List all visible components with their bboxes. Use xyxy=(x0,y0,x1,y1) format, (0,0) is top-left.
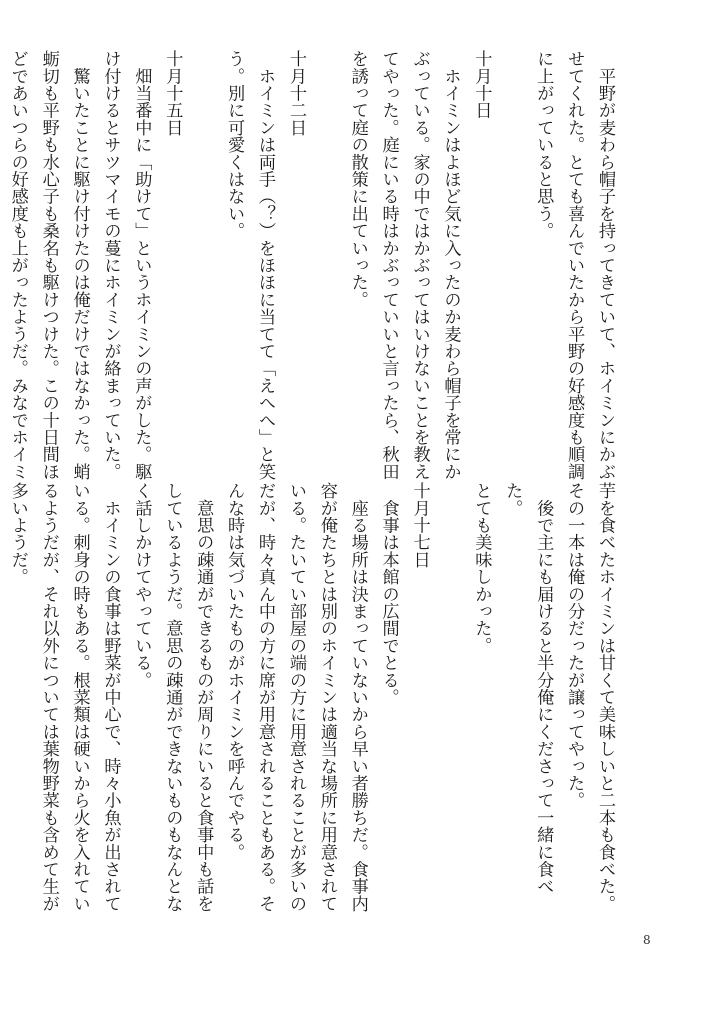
text-line: 多いようだ。 xyxy=(7,482,28,586)
date-heading: 十月十二日 xyxy=(285,50,306,136)
text-line: ホイミンの食事は野菜が中心で、時々小魚が出されて xyxy=(100,482,121,912)
text-line: 平野が麦わら帽子を持ってきていて、ホイミンにかぶ xyxy=(595,50,615,480)
text-line: その一本は俺の分だったが譲ってやった。 xyxy=(564,482,585,809)
text-line: るようだが、それ以外については葉物野菜も含めて生が xyxy=(38,482,59,912)
text-line: 畑当番中に「助けて」というホイミンの声がした。駆 xyxy=(131,50,152,480)
text-line: どであいつらの好感度も上がったようだ。みなでホイミ xyxy=(7,50,28,480)
blank-line xyxy=(435,482,466,922)
text-line: 驚いたことに駆け付けたのは俺だけではなかった。蛸 xyxy=(69,50,90,480)
text-line: 蛎切も平野も水心子も桑名も駆けつけた。この十日間ほ xyxy=(38,50,59,480)
page-number: 8 xyxy=(643,933,651,947)
text-line: を誘って庭の散策に出ていった。 xyxy=(347,50,368,308)
text-line: せてくれた。とても喜んでいたから平野の好感度も順調 xyxy=(564,50,585,480)
text-line: 容が俺たちとは別のホイミンは適当な場所に用意されて xyxy=(316,482,337,912)
text-line: 食事は本館の広間でとる。 xyxy=(378,482,399,706)
diary-text-upper xyxy=(7,50,620,480)
text-line: だが、時々真ん中の方に席が用意されることもある。そ xyxy=(255,482,276,912)
blank-line xyxy=(496,50,527,480)
text-line: ぶっている。家の中ではかぶってはいけないことを教え xyxy=(409,50,430,480)
text-line: う。別に可愛くはない。 xyxy=(224,50,245,240)
text-line: 後で主にも届けると半分俺にくださって一緒に食べた。 xyxy=(502,482,554,895)
text-line: け付けるとサツマイモの蔓にホイミンが絡まっていた。 xyxy=(100,50,121,480)
blank-line xyxy=(187,50,218,480)
diary-text-lower xyxy=(7,482,620,922)
text-line: いる。たいてい部屋の端の方に用意されることが多いの xyxy=(285,482,306,912)
date-heading: 十月十七日 xyxy=(409,482,430,568)
text-line: いる。刺身の時もある。根菜類は硬いから火を入れてい xyxy=(69,482,90,912)
text-line: ホイミンは両手（？）をほほに当てて「えへへ」と笑 xyxy=(255,50,276,480)
text-line: 意思の疎通ができるものが周りにいると食事中も話を xyxy=(193,482,214,912)
text-line: く話しかけてやっている。 xyxy=(131,482,152,689)
text-line: 座る場所は決まっていないから早い者勝ちだ。食事内 xyxy=(347,482,368,912)
text-line: とても美味しかった。 xyxy=(471,482,492,654)
text-line: に上がっていると思う。 xyxy=(533,50,554,240)
date-heading: 十月十日 xyxy=(471,50,492,119)
blank-line xyxy=(311,50,342,480)
text-line: ホイミンはよほど気に入ったのか麦わら帽子を常にか xyxy=(440,50,461,480)
date-heading: 十月十五日 xyxy=(162,50,183,136)
text-line: んな時は気づいたものがホイミンを呼んでやる。 xyxy=(224,482,245,861)
text-line: 芋を食べたホイミンは甘くて美味しいと二本も食べた。 xyxy=(595,482,615,912)
text-line: しているようだ。意思の疎通ができないものもなんとな xyxy=(162,482,183,912)
text-line: てやった。庭にいる時はかぶっていいと言ったら、秋田 xyxy=(378,50,399,480)
